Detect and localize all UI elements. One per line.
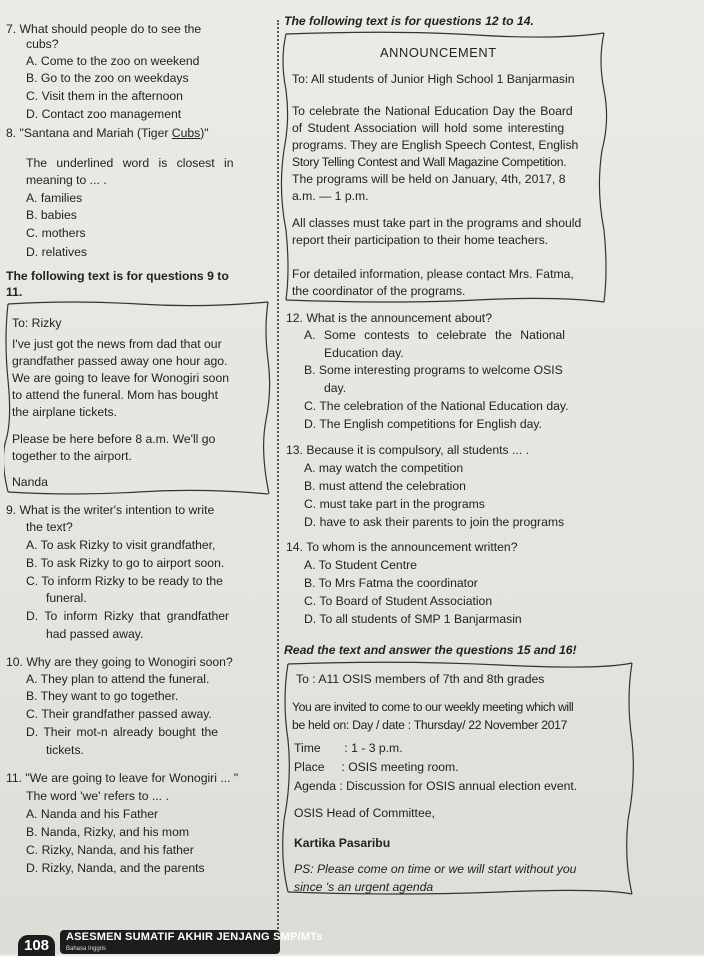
announcement-line: programs. They are English Speech Contest, English (292, 138, 579, 152)
memo-signatory: Kartika Pasaribu (294, 836, 391, 850)
q14-option-d[interactable]: D. To all students of SMP 1 Banjarmasin (304, 612, 522, 626)
q11-option-c[interactable]: C. Rizky, Nanda, and his father (26, 843, 194, 857)
q11-option-b[interactable]: B. Nanda, Rizky, and his mom (26, 825, 190, 839)
q14-option-c[interactable]: C. To Board of Student Association (304, 594, 493, 608)
q7-option-a[interactable]: A. Come to the zoo on weekend (26, 54, 200, 68)
announcement-line: of Student Association will hold some interesting (292, 121, 565, 135)
letter-line: Please be here before 8 a.m. We'll go (12, 432, 216, 446)
q12-option-c[interactable]: C. The celebration of the National Education day. (304, 399, 569, 413)
q7-stem: 7. What should people do to see the (6, 22, 202, 36)
q9-option-c[interactable]: C. To inform Rizky to be ready to the (26, 574, 223, 588)
q14-option-b[interactable]: B. To Mrs Fatma the coordinator (304, 576, 478, 590)
q12-option-a-cont: Education day. (324, 346, 404, 360)
announcement-line: a.m. — 1 p.m. (292, 189, 369, 203)
letter-line: We are going to leave for Wonogiri soon (12, 371, 230, 385)
q13-option-c[interactable]: C. must take part in the programs (304, 497, 485, 511)
letter-line: I've just got the news from dad that our (12, 337, 222, 351)
announcement-line: the coordinator of the programs. (292, 284, 466, 298)
memo-committee: OSIS Head of Committee, (294, 806, 435, 820)
q7-stem-cont: cubs? (26, 37, 59, 51)
memo-ps: PS: Please come on time or we will start without you (294, 862, 577, 876)
q13-option-d[interactable]: D. have to ask their parents to join the programs (304, 515, 565, 529)
q9-stem-cont: the text? (26, 520, 73, 534)
q9-option-d[interactable]: D. To inform Rizky that grandfather (26, 609, 230, 623)
announcement-line: The programs will be held on January, 4th, 2017, 8 (292, 172, 566, 186)
q8-option-d[interactable]: D. relatives (26, 245, 87, 259)
letter-line: to attend the funeral. Mom has bought (12, 388, 218, 402)
memo-line: You are invited to come to our weekly meeting which will (292, 700, 574, 714)
q11-stem-cont: The word 'we' refers to ... . (26, 789, 169, 803)
letter-signature: Nanda (12, 475, 48, 489)
q10-option-d[interactable]: D. Their mot-n already bought the (26, 725, 219, 739)
q9-option-c-cont: funeral. (46, 591, 87, 605)
q8-option-a[interactable]: A. families (26, 191, 83, 205)
intro-12-14: The following text is for questions 12 to 14. (284, 14, 534, 28)
q10-option-a[interactable]: A. They plan to attend the funeral. (26, 672, 210, 686)
announcement-title: ANNOUNCEMENT (380, 45, 497, 60)
page-number: 108 (18, 935, 55, 956)
letter-to: To: Rizky (12, 316, 62, 330)
memo-agenda: Agenda : Discussion for OSIS annual election event. (294, 779, 578, 793)
q8-stem: 8. "Santana and Mariah (Tiger Cubs)" (6, 126, 209, 140)
announcement-line: For detailed information, please contact Mrs. Fatma, (292, 267, 574, 281)
q10-option-b[interactable]: B. They want to go together. (26, 689, 179, 703)
q12-option-a[interactable]: A. Some contests to celebrate the National (304, 328, 566, 342)
q7-option-c[interactable]: C. Visit them in the afternoon (26, 89, 183, 103)
q12-option-d[interactable]: D. The English competitions for English day. (304, 417, 543, 431)
letter-line: together to the airport. (12, 449, 132, 463)
q12-option-b-cont: day. (324, 381, 347, 395)
announcement-line: All classes must take part in the programs and should (292, 216, 582, 230)
q9-option-a[interactable]: A. To ask Rizky to visit grandfather, (26, 538, 216, 552)
q8-stem-line3: meaning to ... . (26, 173, 107, 187)
footer-subtitle: Bahasa Inggris (66, 946, 107, 952)
q11-stem: 11. "We are going to leave for Wonogiri ... " (6, 771, 239, 785)
q10-option-c[interactable]: C. Their grandfather passed away. (26, 707, 212, 721)
announcement-to: To: All students of Junior High School 1 Banjarmasin (292, 72, 575, 86)
q7-option-d[interactable]: D. Contact zoo management (26, 107, 182, 121)
announcement-line: Story Telling Contest and Wall Magazine Competition. (292, 155, 567, 169)
q9-option-b[interactable]: B. To ask Rizky to go to airport soon. (26, 556, 225, 570)
q14-option-a[interactable]: A. To Student Centre (304, 558, 417, 572)
q9-stem: 9. What is the writer's intention to write (6, 503, 215, 517)
q9-option-d-cont: had passed away. (46, 627, 144, 641)
memo-time: Time : 1 - 3 p.m. (294, 741, 403, 755)
q13-stem: 13. Because it is compulsory, all students ... . (286, 443, 529, 457)
memo-line: be held on: Day / date : Thursday/ 22 November 2017 (292, 718, 568, 732)
intro-9-11-line2: 11. (6, 285, 23, 299)
q13-option-a[interactable]: A. may watch the competition (304, 461, 464, 475)
intro-15-16: Read the text and answer the questions 15 and 16! (284, 643, 577, 657)
q10-option-d-cont: tickets. (46, 743, 84, 757)
footer-title: ASESMEN SUMATIF AKHIR JENJANG SMP/MTs (66, 931, 323, 943)
q10-stem: 10. Why are they going to Wonogiri soon? (6, 655, 233, 669)
announcement-line: report their participation to their home teachers. (292, 233, 549, 247)
q12-stem: 12. What is the announcement about? (286, 311, 492, 325)
q8-stem-line2: The underlined word is closest in (26, 156, 234, 170)
q7-option-b[interactable]: B. Go to the zoo on weekdays (26, 71, 189, 85)
intro-9-11-line1: The following text is for questions 9 to (6, 269, 229, 283)
q11-option-d[interactable]: D. Rizky, Nanda, and the parents (26, 861, 205, 875)
q12-option-b[interactable]: B. Some interesting programs to welcome OSIS (304, 363, 563, 377)
q13-option-b[interactable]: B. must attend the celebration (304, 479, 466, 493)
letter-line: the airplane tickets. (12, 405, 118, 419)
q11-option-a[interactable]: A. Nanda and his Father (26, 807, 159, 821)
memo-ps-cont: since 's an urgent agenda (294, 880, 434, 894)
memo-to: To : A11 OSIS members of 7th and 8th grades (296, 672, 545, 686)
announcement-line: To celebrate the National Education Day the Board (292, 104, 573, 118)
letter-line: grandfather passed away one hour ago. (12, 354, 228, 368)
memo-place: Place : OSIS meeting room. (294, 760, 459, 774)
q8-option-c[interactable]: C. mothers (26, 226, 86, 240)
q14-stem: 14. To whom is the announcement written? (286, 540, 518, 554)
q8-option-b[interactable]: B. babies (26, 208, 77, 222)
